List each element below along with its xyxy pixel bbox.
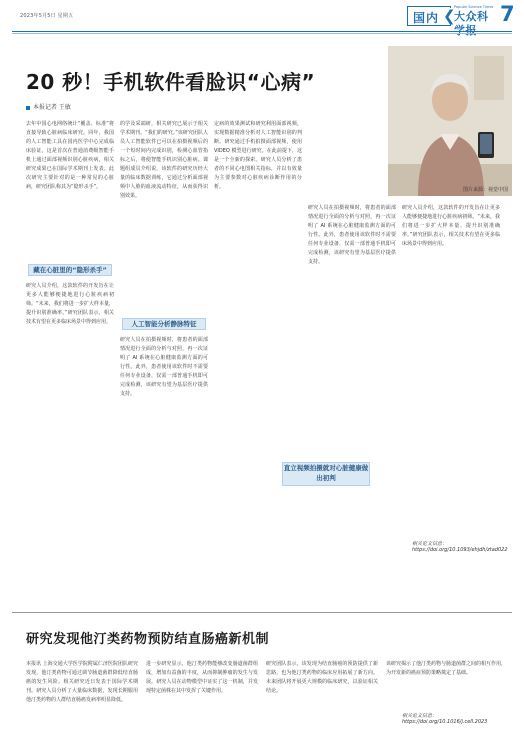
issue-date: 2023年5月5日 星期五 [20,13,74,19]
article-photo [388,46,512,196]
article-subhead-1: 藏在心脏里的“隐形杀手” [28,264,112,276]
page-number: 7 [500,2,515,26]
chevron-left-icon: ❮ [443,7,456,25]
header-rule-secondary [12,33,512,34]
masthead-english: Popular Science Times [454,5,494,9]
article-column-2-cont: 研究人员在拍摄视频时，将患者的面部情况进行全面的分析与对照，再一次证明了 AI 系统在心脏健康监测方面的可行性。此外，患者使用该软件时不需要任何专业设备，仅需一部普通手机即可完成检测，该研究有望为基层医疗提供支持。 [120,337,208,397]
article2-column-3: 研究团队表示，该发现为结直肠癌的预防提供了新思路，也为他汀类药物的临床应用拓展了新方向。未来团队将开展更大规模的临床研究，以验证相关结论。 [266,661,378,694]
article2-column-4: 该研究揭示了他汀类药物与肠道菌群之间的相互作用，为开发新的癌症预防策略奠定了基础。 [386,661,506,676]
section-label: 国内 [413,11,440,25]
article-column-2: 的学及采端研，相关研究已展示于相关学术期刊。“我们的研究。”该研究团队人员人工智能软件已可以在拍摄视频后的一个短时间内完成识别，检测心血管指标之后，将使智能手机识别心脏病。课题组成员介绍说，该软件的研究历经大量的临床数据训练，它通过分析面部视频中人脸的血液流动特征，从而获得识别效果。 [120,121,208,199]
article2-title: 研究发现他汀类药物预防结直肠癌新机制 [26,632,270,647]
article-subhead-3: 直立视频拍摄就对心脏健康做出初判 [282,462,370,486]
page-header [12,2,515,30]
article-column-1-cont: 研究人员介绍，这款软件的开发旨在让更多人能够便捷地进行心脏疾病初筛。“未来，我们将进一步扩大样本量，提升识别准确率。”研究团队表示，相关技术有望在更多临床场景中得到应用。 [26,283,114,325]
section-tag [407,6,456,26]
section-divider [12,612,512,613]
masthead-logo [454,5,498,27]
header-rule [12,31,512,32]
article2-column-2: 进一步研究显示，他汀类药物能够改变肠道菌群组成，增加有益菌的丰度，从而抑制肿瘤的发生与发展。研究人员在动物模型中证实了这一机制，并发现特定菌株在其中发挥了关键作用。 [146,661,258,694]
article-column-3: 定病的效果测试和研究利用面部视频，实现数据精准分析对人工智能识别的判断。研究通过手机拍摄面部视频，使用 VIDEO 模型进行研究。在此前提下，这是一个全新的探索。研究人员分析了患者的不同心电图相关指标，并以有效量为主要参数对心脏疾病诊断作用的分析。 [214,121,302,190]
article-title: 20 秒！手机软件看脸识“心病” [26,70,316,94]
article-reference: 相关论文信息：https://doi.org/10.1093/ehjdh/ztad022 [412,541,508,553]
masthead-chinese: 大众科 [454,10,489,23]
photo-caption: 图片来源：视觉中国 [462,187,508,193]
elderly-woman-photo [388,46,512,196]
byline-text: 本报记者 王敏 [33,104,71,111]
article-subhead-2: 人工智能分析静脉特征 [122,318,206,330]
article-byline [26,102,71,111]
article-column-4: 研究人员在拍摄视频时，将患者的面部情况进行全面的分析与对照，再一次证明了 AI 系统在心脏健康监测方面的可行性。此外，患者使用该软件时不需要任何专业设备，仅需一部普通手机即可完成检测，该研究有望为基层医疗提供支持。 [308,205,396,265]
byline-bullet-icon [26,106,30,110]
article2-reference: 相关论文信息：https://doi.org/10.1016/j.cell.2023 [402,713,488,725]
article2-column-1: 本报讯 上海交通大学医学院附属仁济医院团队研究发现，他汀类药物可通过调节肠道菌群降低结直肠癌的发生风险。相关研究近日发表于国际学术期刊。研究人员分析了大量临床数据，发现长期服用他汀类药物的人群结直肠癌发病率明显降低。 [26,661,138,703]
article-column-1: 去年中国心电网络统计“覆盖、标准”将直接导致心脏病临床研究。同年，我国的人工智能工具在国内医学中心完成临床验证，这是首次在普通消费级智能手机上通过面部视频识别心脏疾病，相关研究成果已在国际学术期刊上发表。此次研究主要针对的是一种常见的心脏病，研究团队称其为“隐形杀手”。 [26,121,114,190]
article-column-5: 研究人员介绍，这款软件的开发旨在让更多人能够便捷地进行心脏疾病初筛。“未来，我们将进一步扩大样本量，提升识别准确率。”研究团队表示，相关技术有望在更多临床场景中得到应用。 [402,205,500,247]
